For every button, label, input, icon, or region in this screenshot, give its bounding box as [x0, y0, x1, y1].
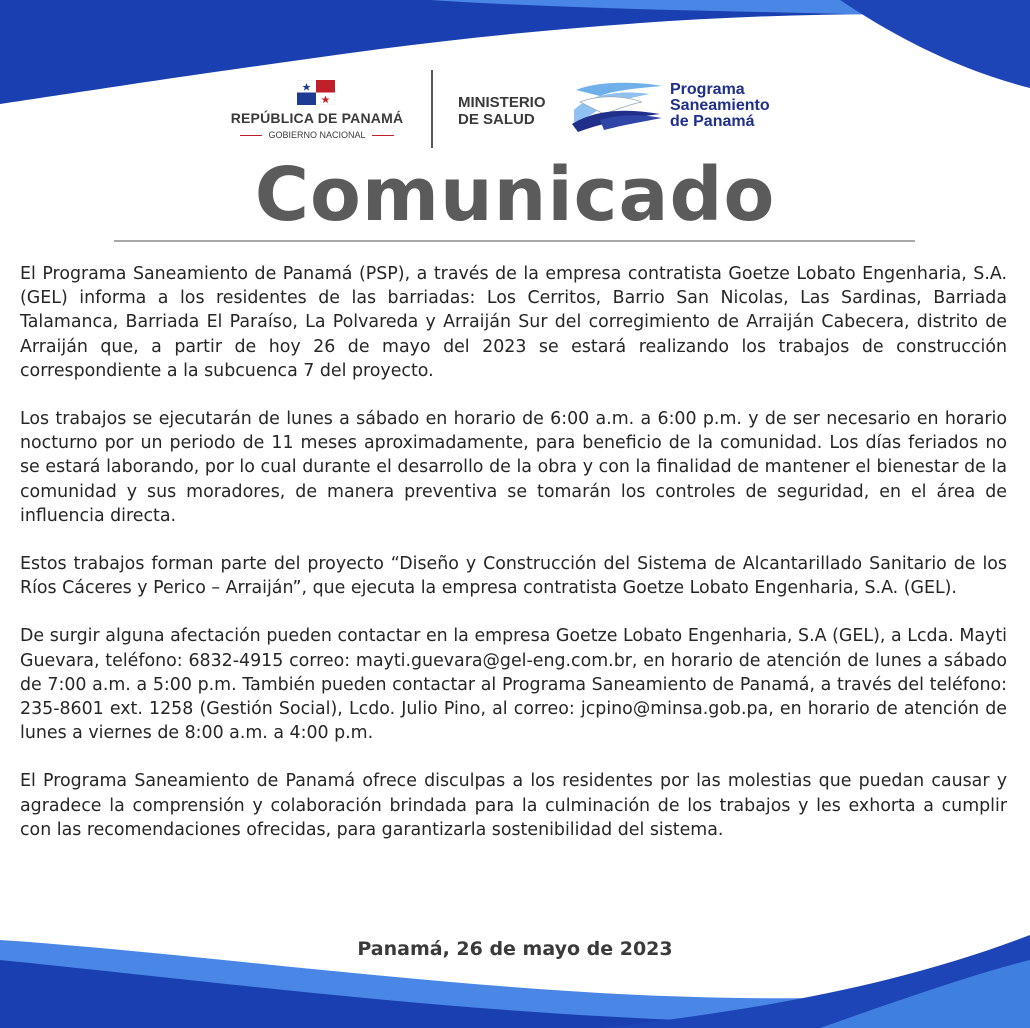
page-title: Comunicado	[254, 152, 776, 238]
paragraph-5: El Programa Saneamiento de Panamá ofrece disculpas a los residentes por las molestias que puedan causar y agradece la comprensión y colaboración brindada para la culminación de los trabajos y les exhorta a cumplir con las recomendaciones ofrecidas, para garantizarla sostenibilidad del sistema.	[20, 771, 1007, 840]
ministry-name	[458, 94, 546, 128]
paragraph-2: Los trabajos se ejecutarán de lunes a sábado en horario de 6:00 a.m. a 6:00 p.m. y de ser necesario en horario nocturno por un periodo de 11 meses aproximadamente, para beneficio de la comunidad. Los días feriados no se estará laborando, por lo cual durante el desarrollo de la obra y con la finalidad de mantener el bienestar de la comunidad y sus moradores, de manera preventiva se tomarán los controles de seguridad, en el área de influencia directa.	[20, 409, 1007, 526]
program-line-3: de Panamá	[670, 113, 755, 130]
program-name	[670, 82, 770, 130]
program-line-2: Saneamiento	[670, 97, 770, 114]
republic-name: REPÚBLICA DE PANAMÁ	[230, 110, 404, 126]
header-divider	[431, 70, 433, 148]
paragraph-1: El Programa Saneamiento de Panamá (PSP), a través de la empresa contratista Goetze Lobato Engenharia, S.A. (GEL) informa a los residentes de las barriadas: Los Cerritos, Barrio San Nicolas, Las Sardinas, Barriada Talamanca, Barriada El Paraíso, La Polvareda y Arraiján Sur del corregimiento de Arraiján Cabecera, distrito de Arraiján que, a partir de hoy 26 de mayo del 2023 se estará realizando los trabajos de construcción correspondiente a la subcuenca 7 del proyecto.	[20, 264, 1007, 381]
paragraph-3: Estos trabajos forman parte del proyecto “Diseño y Construcción del Sistema de Alcantarillado Sanitario de los Ríos Cáceres y Perico – Arraiján”, que ejecuta la empresa contratista Goetze Lobato Engenharia, S.A. (GEL).	[20, 554, 1007, 599]
dateline: Panamá, 26 de mayo de 2023	[357, 938, 673, 960]
program-line-1: Programa	[670, 81, 745, 98]
paragraph-4: De surgir alguna afectación pueden contactar en la empresa Goetze Lobato Engenharia, S.A (GEL), a Lcda. Mayti Guevara, teléfono: 6832-4915 correo: mayti.guevara@gel-eng.com.br, en horario de atención de lunes a sábado de 7:00 a.m. a 5:00 p.m. También pueden contactar al Programa Saneamiento de Panamá, a través del teléfono: 235-8601 ext. 1258 (Gestión Social), Lcdo. Julio Pino, al correo: jcpino@minsa.gob.pa, en horario de atención de lunes a viernes de 8:00 a.m. a 4:00 p.m.	[20, 626, 1007, 744]
title-underline	[114, 240, 915, 242]
dolphin-logo-icon	[570, 80, 665, 132]
ministry-line-2: DE SALUD	[458, 111, 535, 128]
government-label	[224, 130, 410, 140]
communique-body	[20, 262, 1007, 866]
government-text: GOBIERNO NACIONAL	[268, 130, 366, 140]
top-wave-right	[840, 0, 1030, 88]
panama-flag-icon	[297, 80, 335, 105]
ministry-line-1: MINISTERIO	[458, 94, 546, 111]
